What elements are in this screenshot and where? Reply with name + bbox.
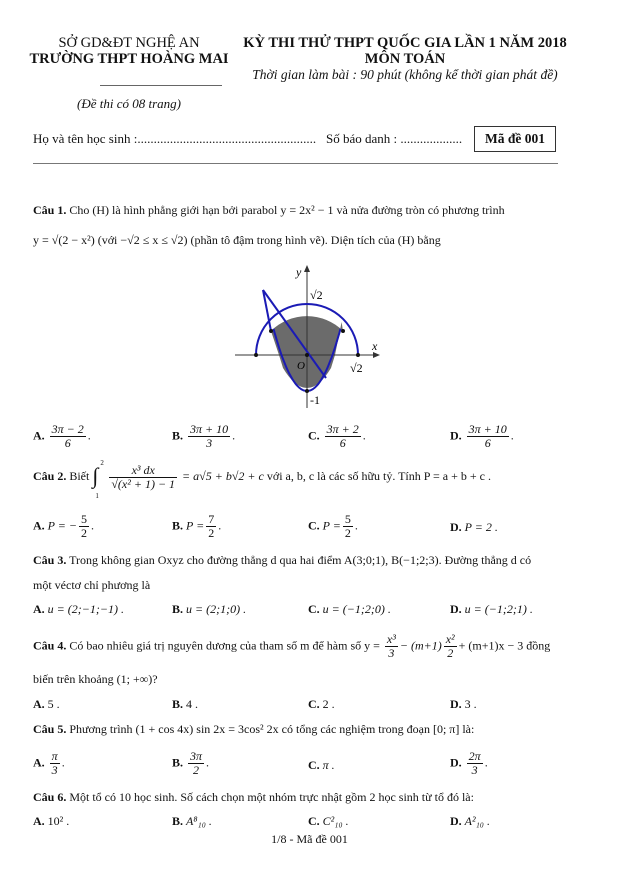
question-text: Cho (H) là hình phẳng giới hạn bởi parabol y = 2x² − 1 và nửa đường tròn có phương trình [69,203,505,217]
numerator: 3π + 2 [326,422,359,436]
option-text: 4 . [186,697,199,711]
integral-result: = a√5 + b√2 + c [182,468,264,483]
option-label: A. [33,428,45,443]
header-divider [33,163,558,164]
question-3-option-a[interactable] [33,602,124,617]
numerator: x³ [386,632,396,646]
numerator: 5 [80,512,87,526]
question-1-line-2: y = √(2 − x²) (với −√2 ≤ x ≤ √2) (phần tô đậm trong hình vẽ). Diện tích của (H) bằng [33,233,441,247]
exam-code-box: Mã đề 001 [474,126,556,152]
question-6-option-a[interactable] [33,814,69,829]
option-text: A⁸₁₀ . [186,814,212,828]
question-4-option-d[interactable] [450,697,477,712]
question-1-figure [230,262,390,412]
option-text: u = (−1;2;0) . [322,602,391,616]
option-text: P = 2 . [464,520,498,534]
question-text: Trong không gian Oxyz cho đường thẳng d qua hai điểm A(3;0;1), B(−1;2;3). Đường thẳng d có [69,553,532,567]
question-4-option-a[interactable] [33,697,60,712]
denominator: 6 [339,436,346,450]
option-label: C. [308,758,320,772]
question-1-line-1 [33,203,505,217]
denominator: 3 [51,763,58,777]
question-text: Có bao nhiêu giá trị nguyên dương của tham số m để hàm số y = [69,638,380,653]
question-2-option-b[interactable]: B. P = $\frac{7}{2}$ . [172,512,222,540]
denominator: 2 [447,646,454,660]
origin-label: O [297,360,305,372]
y-axis-arrow-icon [304,265,310,272]
option-text: 3 . [464,697,477,711]
option-prefix: P = [186,518,205,533]
point-intersection-right [341,329,345,333]
question-label: Câu 1. [33,203,67,217]
question-5-option-c[interactable] [308,758,335,773]
numerator: x² [445,632,455,646]
option-prefix: P = − [47,518,77,533]
numerator: 3π − 2 [51,422,84,436]
option-text: A²₁₀ . [464,814,490,828]
question-6-line-1 [33,790,474,804]
question-5-line-1 [33,722,474,736]
point-vertex [305,389,309,393]
y-axis-label: y [296,265,302,279]
numerator: 3π [190,749,203,763]
numerator: 5 [344,512,351,526]
option-label: B. [172,602,184,616]
denominator: 3 [388,646,395,660]
question-3-line-1 [33,553,531,567]
question-3-option-d[interactable] [450,602,533,617]
question-6-option-b[interactable] [172,814,212,829]
question-1-option-b[interactable]: B. $\frac{3\pi + 10}{3}$ . [172,422,236,450]
question-prefix: Biết [69,468,90,483]
integral-sign: ∫ 2 1 [92,462,104,492]
option-text: u = (2;−1;−1) . [47,602,124,616]
student-id-field[interactable]: Số báo danh : ................... [326,131,463,146]
header-right [240,35,570,83]
question-6-option-d[interactable] [450,814,490,829]
question-4-line-2: biến trên khoảng (1; +∞)? [33,672,158,686]
option-label: A. [33,814,45,828]
question-3-line-2: một véctơ chỉ phương là [33,578,151,592]
option-label: B. [172,518,184,533]
question-3-option-b[interactable] [172,602,246,617]
question-4-line-1 [33,633,550,660]
integral-upper-bound: 2 [100,459,104,467]
denominator: 2 [344,526,351,540]
option-label: A. [33,518,45,533]
question-4-option-c[interactable] [308,697,335,712]
numerator: 3π + 10 [468,422,507,436]
question-2-option-c[interactable]: C. P = $\frac{5}{2}$ . [308,512,358,540]
y-intercept-label: √2 [310,288,323,302]
question-text: Phương trình (1 + cos 4x) sin 2x = 3cos² 2x có tổng các nghiệm trong đoạn [0; π] là: [69,722,475,736]
question-1-option-d[interactable]: D. $\frac{3\pi + 10}{6}$ . [450,422,514,450]
point-intersection-left [269,329,273,333]
point-right-end [356,353,360,357]
vertex-label: -1 [310,393,320,407]
question-suffix: với a, b, c là các số hữu tỷ. Tính P = a + b + c . [266,468,491,483]
header-left [18,35,240,67]
question-5-option-d[interactable]: D. $\frac{2\pi}{3}$ . [450,749,488,777]
question-4-option-b[interactable] [172,697,198,712]
question-2-option-d[interactable] [450,520,498,535]
option-text: u = (−1;2;1) . [464,602,533,616]
student-name-field[interactable]: Họ và tên học sinh :....................................................... [33,131,317,146]
option-text: 5 . [47,697,60,711]
question-1-option-a[interactable]: A. $\frac{3\pi - 2}{6}$ . [33,422,91,450]
question-2-option-a[interactable]: A. P = − $\frac{5}{2}$ . [33,512,94,540]
x-intercept-label: √2 [350,361,363,375]
option-label: B. [172,697,184,711]
option-text: u = (2;1;0) . [186,602,247,616]
denominator: 2 [193,763,200,777]
time-note: Thời gian làm bài : 90 phút (không kể thời gian phát đề) [252,67,558,82]
numerator: 7 [208,512,215,526]
question-label: Câu 6. [33,790,67,804]
option-label: C. [308,518,320,533]
option-label: B. [172,755,184,770]
option-label: A. [33,602,45,616]
question-5-option-b[interactable]: B. $\frac{3\pi}{2}$ . [172,749,210,777]
option-label: D. [450,428,462,443]
department-name: SỞ GD&ĐT NGHỆ AN [58,35,200,51]
option-label: B. [172,814,184,828]
question-2-line-1 [33,459,491,500]
option-label: C. [308,814,320,828]
question-6-option-c[interactable] [308,814,349,829]
option-label: D. [450,755,462,770]
expression-middle: − (m+1) [399,638,442,653]
question-5-option-a[interactable]: A. $\frac{\pi}{3}$ . [33,749,65,777]
option-label: B. [172,428,184,443]
option-label: D. [450,697,462,711]
option-label: A. [33,755,45,770]
option-text: C²₁₀ . [322,814,349,828]
pages-note: (Đề thi có 08 trang) [77,96,181,111]
integrand-numerator: x³ dx [109,464,177,478]
numerator: π [51,749,58,763]
point-origin [305,353,309,357]
numerator: 2π [468,749,481,763]
question-label: Câu 2. [33,468,67,483]
subject-title: MÔN TOÁN [364,51,446,67]
exam-title: KỲ THI THỬ THPT QUỐC GIA LẦN 1 NĂM 2018 [243,35,567,51]
option-label: D. [450,814,462,828]
option-label: D. [450,602,462,616]
denominator: 6 [484,436,491,450]
denominator: 3 [471,763,478,777]
denominator: 2 [208,526,215,540]
x-axis-label: x [372,339,378,353]
option-prefix: P = [322,518,341,533]
denominator: 2 [80,526,87,540]
numerator: 3π + 10 [190,422,229,436]
denominator: 6 [64,436,71,450]
option-text: 10² . [47,814,70,828]
page-footer: 1/8 - Mã đề 001 [271,832,348,846]
question-label: Câu 3. [33,553,67,567]
option-label: C. [308,697,320,711]
question-3-option-c[interactable] [308,602,391,617]
integrand-denominator: √(x² + 1) − 1 [111,476,176,491]
school-name: TRƯỜNG THPT HOÀNG MAI [29,51,229,67]
integral-lower-bound: 1 [95,492,99,500]
option-label: C. [308,428,320,443]
question-1-option-c[interactable]: C. $\frac{3\pi + 2}{6}$ . [308,422,366,450]
option-text: π . [322,758,335,772]
option-text: 2 . [322,697,335,711]
question-text-end: + (m+1)x − 3 đồng [458,638,551,653]
question-text: Một tổ có 10 học sinh. Số cách chọn một nhóm trực nhật gồm 2 học sinh từ tổ đó là: [69,790,474,804]
question-label: Câu 4. [33,638,67,653]
option-label: C. [308,602,320,616]
header-divider-short [100,85,222,86]
option-label: D. [450,520,462,534]
point-left-end [254,353,258,357]
option-label: A. [33,697,45,711]
question-label: Câu 5. [33,722,67,736]
denominator: 3 [206,436,213,450]
